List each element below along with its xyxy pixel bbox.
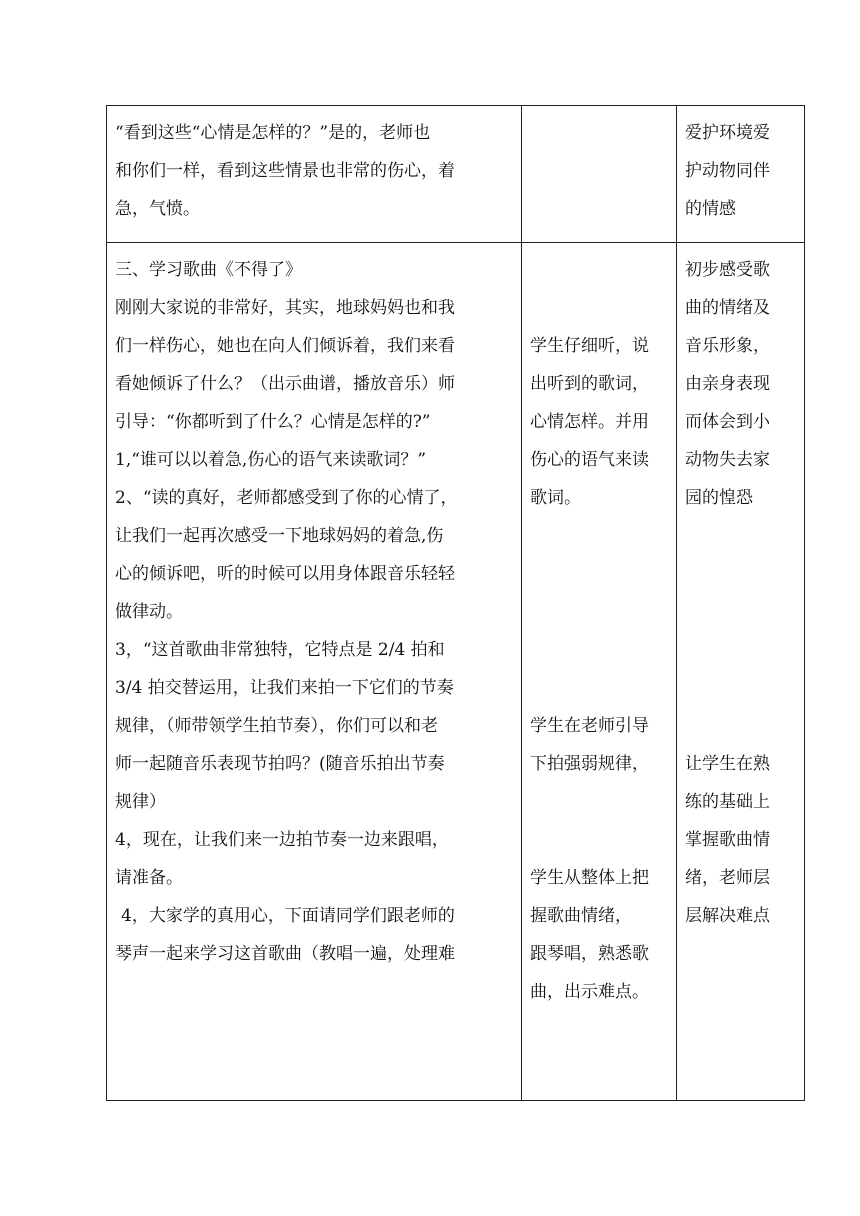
text-line: 们一样伤心，她也在向人们倾诉着，我们来看: [115, 336, 455, 356]
text-line: 由亲身表现: [685, 374, 770, 394]
text-line: 园的惶恐: [685, 488, 753, 508]
text-line: 伤心的语气来读: [530, 450, 649, 470]
student-activity-cell: [522, 243, 677, 1101]
text-line: 出听到的歌词，: [530, 374, 649, 394]
text-line: 4，现在，让我们来一边拍节奏一边来跟唱，: [115, 830, 449, 850]
text-line: 学生仔细听，说: [530, 336, 649, 356]
lesson-plan-table: [106, 105, 805, 1101]
text-line: 师一起随音乐表现节拍吗？(随音乐拍出节奏: [115, 754, 445, 774]
text-line: 练的基础上: [685, 792, 770, 812]
design-purpose-cell: [677, 106, 805, 243]
text-line: 4，大家学的真用心，下面请同学们跟老师的: [121, 906, 455, 926]
text-line: 3/4 拍交替运用，让我们来拍一下它们的节奏: [115, 678, 454, 698]
text-line: 层解决难点: [685, 906, 770, 926]
text-line: 引导：“你都听到了什么？心情是怎样的?”: [115, 412, 431, 432]
teacher-activity-cell: [107, 243, 522, 1101]
text-line: 曲的情绪及: [685, 298, 770, 318]
text-line: 请准备。: [115, 868, 183, 888]
table-row: [107, 243, 805, 1101]
text-line: 做律动。: [115, 602, 183, 622]
teacher-activity-cell: [107, 106, 522, 243]
text-line: 1,“谁可以以着急,伤心的语气来读歌词？”: [115, 450, 427, 470]
text-line: 和你们一样，看到这些情景也非常的伤心，着: [115, 161, 455, 181]
text-line: 刚刚大家说的非常好，其实，地球妈妈也和我: [115, 298, 455, 318]
text-line: 跟琴唱，熟悉歌: [530, 944, 649, 964]
text-line: 规律）: [115, 792, 166, 812]
text-line: 让我们一起再次感受一下地球妈妈的着急,伤: [115, 526, 444, 546]
text-line: 而体会到小: [685, 412, 770, 432]
text-line: 动物失去家: [685, 450, 770, 470]
text-line: 急，气愤。: [115, 199, 200, 219]
text-line: 琴声一起来学习这首歌曲（教唱一遍，处理难: [115, 944, 455, 964]
text-line: 心情怎样。并用: [530, 412, 649, 432]
text-line: 掌握歌曲情: [685, 830, 770, 850]
text-line: 3，“这首歌曲非常独特，它特点是 2/4 拍和: [115, 640, 445, 660]
text-line: 下拍强弱规律，: [530, 754, 649, 774]
text-line: 护动物同伴: [685, 161, 770, 181]
text-line: 握歌曲情绪，: [530, 906, 632, 926]
text-line: 看她倾诉了什么？（出示曲谱，播放音乐）师: [115, 374, 455, 394]
design-purpose-cell: [677, 243, 805, 1101]
table-row: [107, 106, 805, 243]
text-line: 学生在老师引导: [530, 716, 649, 736]
text-line: 规律，（师带领学生拍节奏），你们可以和老: [115, 716, 438, 736]
text-line: 学生从整体上把: [530, 868, 649, 888]
text-line: 初步感受歌: [685, 260, 770, 280]
text-line: 歌词。: [530, 488, 581, 508]
text-line: 曲，出示难点。: [530, 982, 649, 1002]
text-line: 绪，老师层: [685, 868, 770, 888]
student-activity-cell: [522, 106, 677, 243]
section-heading: 三、学习歌曲《不得了》: [115, 260, 302, 280]
text-line: “看到这些“心情是怎样的？”是的，老师也: [115, 123, 431, 143]
text-line: 音乐形象，: [685, 336, 770, 356]
text-line: 的情感: [685, 199, 736, 219]
text-line: 2、“读的真好，老师都感受到了你的心情了，: [115, 488, 458, 508]
text-line: 让学生在熟: [685, 754, 770, 774]
text-line: 爱护环境爱: [685, 123, 770, 143]
text-line: 心的倾诉吧，听的时候可以用身体跟音乐轻轻: [115, 564, 455, 584]
